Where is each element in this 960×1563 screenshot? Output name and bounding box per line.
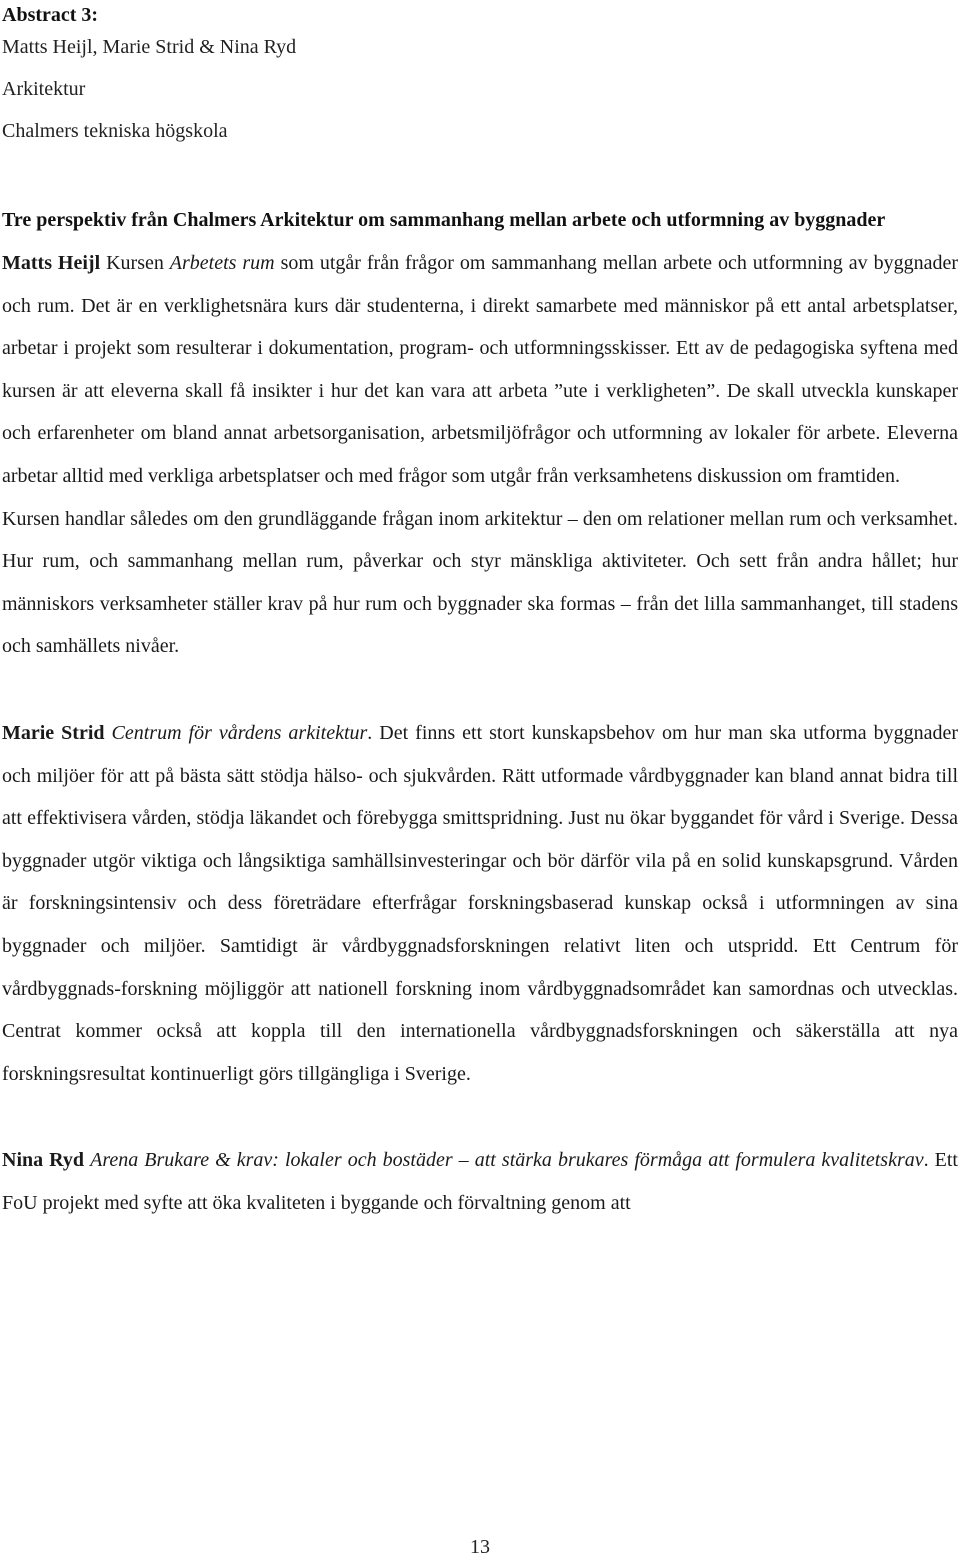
paper-title: Tre perspektiv från Chalmers Arkitektur om sammanhang mellan arbete och utformning av byggnader [2, 209, 886, 231]
page-number: 13 [470, 1536, 490, 1558]
author-strid: Marie Strid [2, 721, 105, 744]
section-ryd-text: . Ett FoU projekt med syfte att öka kvaliteten i byggande och förvaltning genom att [2, 1149, 958, 1214]
spacer [2, 153, 958, 199]
section-heijl-continued: Kursen handlar således om den grundläggande frågan inom arkitektur – den om relationer mellan rum och verksamhet. Hur rum, och sammanhang mellan rum, påverkar och styr mänskliga aktiviteter. Och sett från andra hållet; hur människors verksamheter ställer krav på hur rum och byggnader ska formas – från det lilla sammanhanget, till stadens och samhällets nivåer. [2, 507, 958, 658]
section-heijl-text-a: Kursen [100, 252, 170, 274]
section-strid [2, 712, 958, 1095]
authors-line: Matts Heijl, Marie Strid & Nina Ryd [2, 36, 297, 58]
author-heijl: Matts Heijl [2, 252, 101, 274]
department-line: Arkitektur [2, 78, 86, 100]
section-heijl [2, 242, 958, 498]
document-page [2, 0, 958, 1224]
author-ryd: Nina Ryd [2, 1149, 85, 1172]
project-name: Arena Brukare & krav: lokaler och bostäder – att stärka brukares förmåga att formulera kvalitetskrav [90, 1149, 924, 1172]
spacer [2, 668, 958, 712]
section-heijl-text-b: som utgår från frågor om sammanhang mellan arbete och utformning av byggnader och rum. Det är en verklighetsnära kurs där studenterna, i direkt samarbete med människor på ett antal arbetsplatser, arbetar i projekt som resulterar i dokumentation, program- och utformningsskisser. Ett av de pedagogiska syftena med kursen är att eleverna skall få insikter i hur det kan vara att arbeta ”ute i verkligheten”. De skall utveckla kunskaper och erfarenheter om bland annat arbetsorganisation, arbetsmiljöfrågor och utformning av lokaler för arbete. Eleverna arbetar alltid med verkliga arbetsplatser och med frågor som utgår från verksamhetens diskussion om framtiden. [2, 252, 958, 487]
spacer [2, 1095, 958, 1139]
course-name: Arbetets rum [169, 252, 275, 274]
section-ryd [2, 1139, 958, 1224]
abstract-heading: Abstract 3: [2, 4, 99, 26]
section-strid-text: . Det finns ett stort kunskapsbehov om hur man ska utforma byggnader och miljöer för att på bästa sätt stödja hälso- och sjukvården. Rätt utformade vårdbyggnader kan bland annat bidra till att effektivisera vården, stödja läkandet och förebygga smittspridning. Just nu ökar byggandet för vård i Sverige. Dessa byggnader utgör viktiga och långsiktiga samhällsinvesteringar och bör därför vila på en solid kunskapsgrund. Vården är forskningsintensiv och dess företrädare efterfrågar forskningsbaserad kunskap också i utformningen av sina byggnader och miljöer. Samtidigt är vårdbyggnadsforskningen relativt liten och utspridd. Ett Centrum för vårdbyggnads-forskning möjliggör att nationell forskning inom vårdbyggnadsområdet kan samordnas och utvecklas. Centrat kommer också att koppla till den internationella vårdbyggnadsforskningen och säkerställa att nya forskningsresultat kontinuerligt görs tillgängliga i Sverige. [2, 721, 959, 1085]
centre-name: Centrum för vårdens arkitektur [111, 721, 368, 744]
institution-line: Chalmers tekniska högskola [2, 120, 228, 142]
